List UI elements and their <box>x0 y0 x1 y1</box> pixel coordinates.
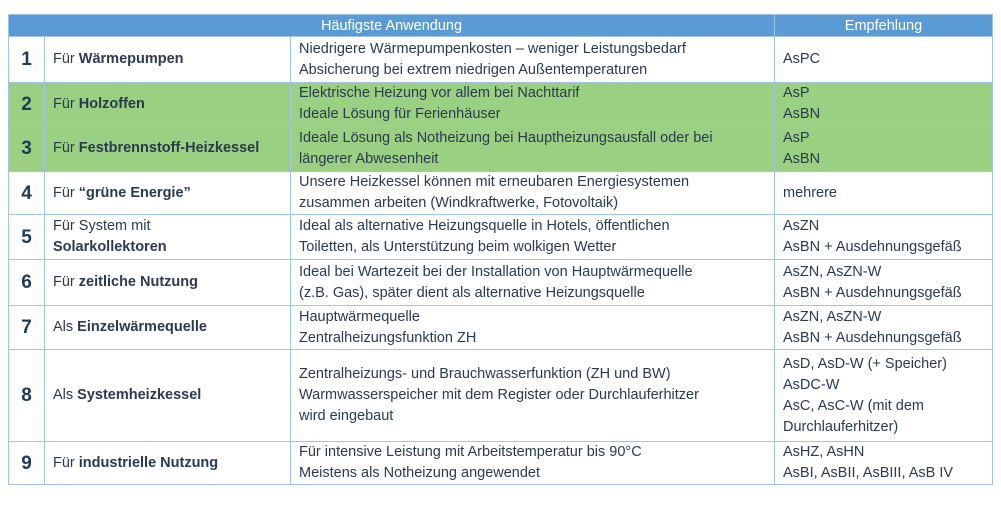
row-number: 4 <box>9 172 45 215</box>
header-main-application: Häufigste Anwendung <box>9 15 775 37</box>
table-row <box>9 215 993 260</box>
table-row <box>9 37 993 83</box>
recommendation-line: AsBN + Ausdehnungsgefäß <box>783 284 962 301</box>
row-recommendation <box>775 306 993 350</box>
row-recommendation <box>775 172 993 215</box>
description-line: Ideale Lösung für Ferienhäuser <box>299 106 501 122</box>
row-recommendation <box>775 350 993 442</box>
description-line: Toiletten, als Unterstützung beim wolkigen Wetter <box>299 239 617 255</box>
use-prefix: Für System mit <box>53 218 151 234</box>
row-use <box>45 260 291 306</box>
application-table-container <box>8 14 992 485</box>
row-use <box>45 126 291 172</box>
row-recommendation <box>775 442 993 485</box>
description-line: Warmwasserspeicher mit dem Register oder Durchlauferhitzer <box>299 387 699 403</box>
table-row <box>9 172 993 215</box>
description-line: längerer Abwesenheit <box>299 150 439 167</box>
row-use <box>45 215 291 260</box>
table-row <box>9 260 993 306</box>
recommendation-line: AsBN <box>783 150 821 167</box>
table-row <box>9 306 993 350</box>
use-prefix: Für <box>53 454 79 471</box>
row-use <box>45 83 291 126</box>
row-number: 8 <box>9 350 45 442</box>
use-bold: Festbrennstoff-Heizkessel <box>78 140 260 156</box>
table-row <box>9 83 993 126</box>
use-bold: Solarkollektoren <box>53 239 167 255</box>
row-description <box>291 83 775 126</box>
recommendation-line: AsHZ, AsHN <box>783 444 865 460</box>
row-number: 5 <box>9 215 45 260</box>
recommendation-line: AsD, AsD-W (+ Speicher) <box>783 355 947 372</box>
description-line: Absicherung bei extrem niedrigen Außentemperaturen <box>299 61 648 78</box>
recommendation-line: Durchlauferhitzer) <box>783 418 899 435</box>
use-prefix: Als <box>53 319 78 335</box>
row-use <box>45 37 291 83</box>
recommendation-line: AsBI, AsBII, AsBIII, AsB IV <box>783 465 954 481</box>
use-prefix: Für <box>53 95 79 112</box>
description-line: wird eingebaut <box>299 408 394 424</box>
description-line: (z.B. Gas), später dient als alternative Heizungsquelle <box>299 284 645 301</box>
description-line: Zentralheizungsfunktion ZH <box>299 329 477 346</box>
recommendation-line: AsZN <box>783 218 820 234</box>
use-prefix: Für <box>53 140 79 156</box>
header-recommendation: Empfehlung <box>775 15 993 37</box>
description-line: Unsere Heizkessel können mit erneubaren Energiesystemen <box>299 174 690 190</box>
description-line: Ideale Lösung als Notheizung bei Hauptheizungsausfall oder bei <box>299 129 713 146</box>
description-line: Zentralheizungs- und Brauchwasserfunktion (ZH und BW) <box>299 366 671 382</box>
row-number: 3 <box>9 126 45 172</box>
recommendation-line: AsBN + Ausdehnungsgefäß <box>783 329 962 346</box>
description-line: Für intensive Leistung mit Arbeitstemperatur bis 90°C <box>299 444 642 460</box>
use-prefix: Als <box>53 387 78 403</box>
row-number: 9 <box>9 442 45 485</box>
recommendation-line: AsZN, AsZN-W <box>783 308 882 325</box>
row-number: 1 <box>9 37 45 83</box>
table-row <box>9 126 993 172</box>
row-description <box>291 126 775 172</box>
table-header-row <box>9 15 993 37</box>
description-line: Meistens als Notheizung angewendet <box>299 465 541 481</box>
row-description <box>291 215 775 260</box>
use-bold: Holzoffen <box>78 95 145 112</box>
row-description <box>291 260 775 306</box>
use-prefix: Für <box>53 51 79 67</box>
use-bold: “grüne Energie” <box>78 184 191 201</box>
use-bold: Wärmepumpen <box>78 51 184 67</box>
recommendation-line: AsBN <box>783 106 821 122</box>
recommendation-line: AsBN + Ausdehnungsgefäß <box>783 239 962 255</box>
row-description <box>291 442 775 485</box>
row-recommendation <box>775 83 993 126</box>
row-description <box>291 172 775 215</box>
description-line: zusammen arbeiten (Windkraftwerke, Fotovoltaik) <box>299 195 619 211</box>
row-recommendation <box>775 260 993 306</box>
use-bold: zeitliche Nutzung <box>78 274 199 290</box>
row-description <box>291 306 775 350</box>
row-recommendation <box>775 215 993 260</box>
table-row <box>9 442 993 485</box>
description-line: Ideal bei Wartezeit bei der Installation von Hauptwärmequelle <box>299 263 693 280</box>
table-row <box>9 350 993 442</box>
row-description <box>291 350 775 442</box>
row-number: 2 <box>9 83 45 126</box>
recommendation-line: AsZN, AsZN-W <box>783 263 882 280</box>
row-description <box>291 37 775 83</box>
recommendation-line: AsP <box>783 129 810 146</box>
row-use <box>45 172 291 215</box>
row-recommendation <box>775 126 993 172</box>
use-prefix: Für <box>53 274 79 290</box>
row-use <box>45 350 291 442</box>
row-number: 6 <box>9 260 45 306</box>
application-table <box>8 14 993 485</box>
recommendation-line: AsP <box>783 85 810 101</box>
row-use <box>45 442 291 485</box>
row-recommendation <box>775 37 993 83</box>
use-prefix: Für <box>53 184 79 201</box>
row-use <box>45 306 291 350</box>
row-number: 7 <box>9 306 45 350</box>
use-bold: Systemheizkessel <box>77 387 202 403</box>
recommendation-line: mehrere <box>783 184 837 201</box>
description-line: Niedrigere Wärmepumpenkosten – weniger Leistungsbedarf <box>299 40 686 57</box>
description-line: Hauptwärmequelle <box>299 308 420 325</box>
recommendation-line: AsDC-W <box>783 376 840 393</box>
use-bold: Einzelwärmequelle <box>77 319 207 335</box>
recommendation-line: AsC, AsC-W (mit dem <box>783 397 924 414</box>
recommendation-line: AsPC <box>783 51 821 67</box>
description-line: Ideal als alternative Heizungsquelle in Hotels, öffentlichen <box>299 218 670 234</box>
description-line: Elektrische Heizung vor allem bei Nachttarif <box>299 85 580 101</box>
use-bold: industrielle Nutzung <box>78 454 219 471</box>
